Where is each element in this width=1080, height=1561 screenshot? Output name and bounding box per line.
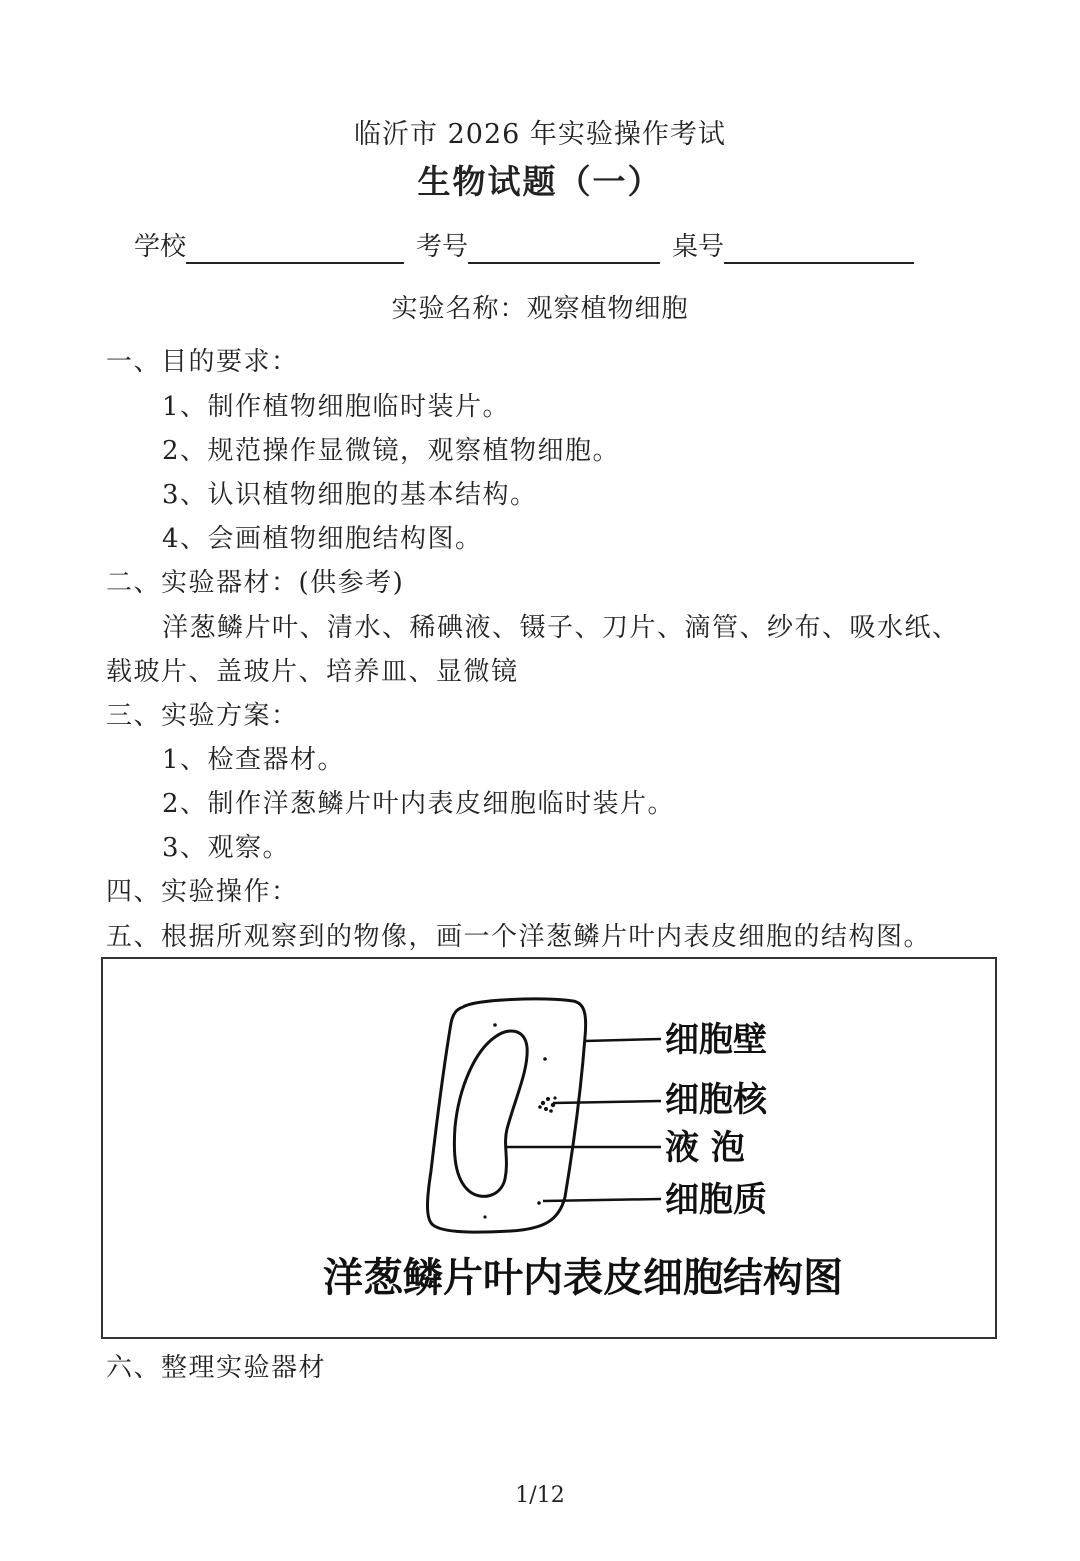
cell-structure-diagram (103, 959, 995, 1337)
experiment-name: 实验名称：观察植物细胞 (391, 294, 689, 324)
materials-text-line-2: 载玻片、盖玻片、培养皿、显微镜 (106, 657, 519, 687)
objective-item: 2、规范操作显微镜，观察植物细胞。 (162, 436, 621, 466)
plan-item: 3、观察。 (162, 833, 291, 863)
exam-no-blank[interactable] (468, 232, 660, 264)
label-cytoplasm: 细胞质 (665, 1180, 767, 1220)
paper-title: 生物试题（一） (417, 162, 663, 201)
exam-title: 临沂市 2026 年实验操作考试 (354, 119, 726, 150)
school-blank[interactable] (186, 232, 404, 264)
section-1-heading: 一、目的要求： (106, 347, 299, 377)
desk-no-blank[interactable] (724, 232, 914, 264)
objective-item: 4、会画植物细胞结构图。 (162, 524, 483, 554)
diagram-caption: 洋葱鳞片叶内表皮细胞结构图 (323, 1255, 843, 1301)
section-5-heading: 五、根据所观察到的物像，画一个洋葱鳞片叶内表皮细胞的结构图。 (106, 922, 932, 952)
nucleus-dots (538, 1096, 556, 1112)
objective-item: 3、认识植物细胞的基本结构。 (162, 480, 538, 510)
drawing-box (101, 957, 997, 1339)
label-cell-wall: 细胞壁 (665, 1020, 767, 1060)
exam-no-label: 考号 (416, 232, 469, 262)
section-3-heading: 三、实验方案： (106, 701, 299, 731)
label-nucleus: 细胞核 (665, 1080, 767, 1120)
section-4-heading: 四、实验操作： (106, 877, 299, 907)
cell-wall-outline (428, 999, 586, 1232)
student-info-row (134, 224, 914, 264)
page-number: 1/12 (515, 1483, 565, 1508)
label-vacuole: 液 泡 (665, 1128, 745, 1168)
section-6-heading: 六、整理实验器材 (106, 1353, 327, 1383)
materials-text-line-1: 洋葱鳞片叶、清水、稀碘液、镊子、刀片、滴管、纱布、吸水纸、 (162, 613, 960, 643)
plan-item: 2、制作洋葱鳞片叶内表皮细胞临时装片。 (162, 789, 676, 819)
school-label: 学校 (134, 232, 187, 262)
desk-no-label: 桌号 (672, 232, 725, 262)
objective-item: 1、制作植物细胞临时装片。 (162, 392, 511, 422)
vacuole-outline (454, 1031, 527, 1196)
plan-item: 1、检查器材。 (162, 745, 346, 775)
section-2-heading: 二、实验器材：(供参考) (106, 568, 405, 598)
